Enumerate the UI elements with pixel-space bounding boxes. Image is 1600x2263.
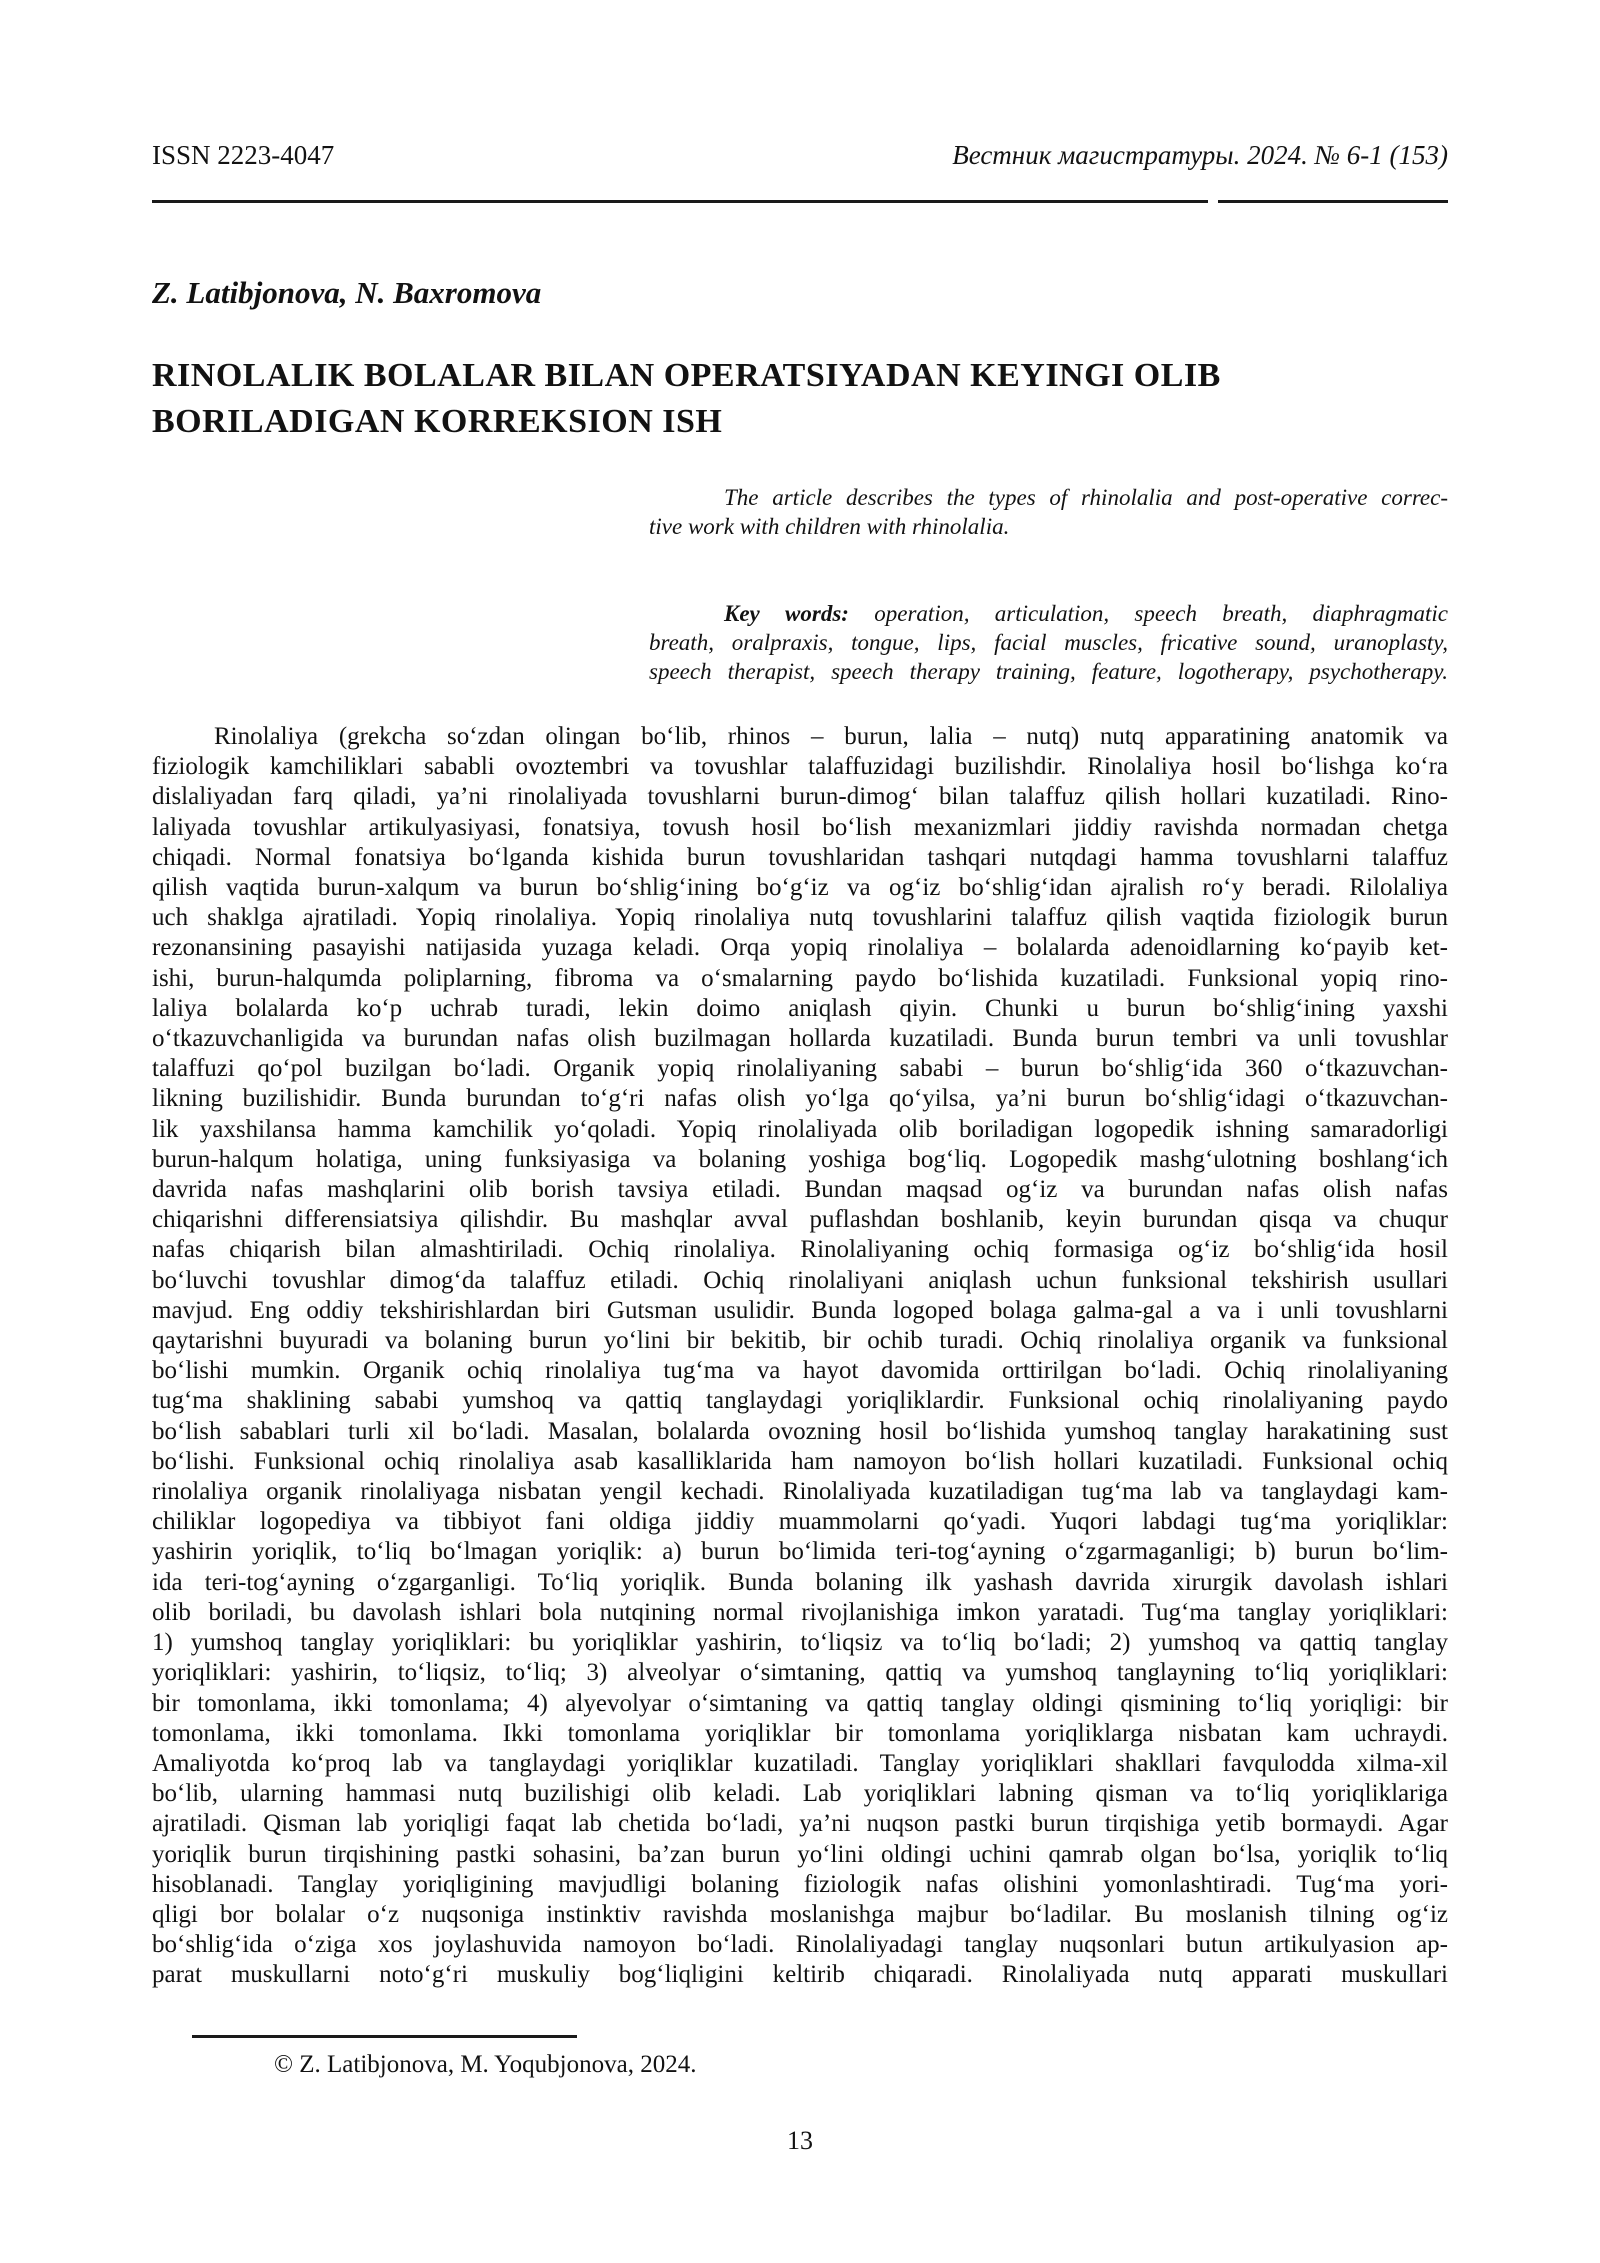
body-text-line: chiliklar logopediya va tibbiyot fani oldiga jiddiy muammolarni qoʻyadi. Yuqori labdagi tugʻma yoriqliklar: [152, 1508, 1448, 1536]
article-title [152, 353, 1448, 445]
body-text-line: burun-halqum holatiga, uning funksiyasiga va bolaning yoshiga bogʻliq. Logopedik mashgʻulotning boshlangʻich [152, 1145, 1448, 1173]
body-text-line: ishi, burun-halqumda poliplarning, fibroma va oʻsmalarning paydo boʻlishida kuzatiladi. Funksional yopiq rino- [152, 964, 1448, 992]
body-text-line: nafas chiqarish bilan almashtiriladi. Ochiq rinolaliya. Rinolaliyaning ochiq formasiga ogʻiz boʻshligʻida hosil [152, 1236, 1448, 1264]
body-text-line: mavjud. Eng oddiy tekshirishlardan biri Gutsman usulidir. Bunda logoped bolaga galma-gal a va i unli tovushlarni [152, 1296, 1448, 1324]
footnote-divider [192, 2035, 577, 2038]
body-text-line: boʻshligʻida oʻziga xos joylashuvida namoyon boʻladi. Rinolaliyadagi tanglay nuqsonlari butun artikulyasion ap- [152, 1931, 1448, 1959]
keywords-label: Key words: [724, 601, 849, 626]
body-text-line: likning buzilishidir. Bunda burundan toʻgʻri nafas olish yoʻlga qoʻyilsa, ya’ni burun boʻshligʻidagi oʻtkazuvchan- [152, 1085, 1448, 1113]
body-text-line: davrida nafas mashqlarini olib borish tavsiya etiladi. Bundan maqsad ogʻiz va burundan nafas olish nafas [152, 1176, 1448, 1204]
author-line: Z. Latibjonova, N. Baxromova [152, 275, 542, 310]
body-text-line: fiziologik kamchiliklari sababli ovoztembri va tovushlar talaffuzidagi buzilishdir. Rinolaliya hosil boʻlishga koʻra [152, 753, 1448, 781]
header-divider [152, 200, 1448, 203]
body-text-line: ajratiladi. Qisman lab yoriqligi faqat lab chetida boʻladi, ya’ni nuqson pastki burun tirqishiga yetib bormaydi. Agar [152, 1810, 1448, 1838]
abstract-line: The article describes the types of rhinolalia and post-operative correc- [724, 485, 1448, 510]
body-text-line: lik yaxshilansa hamma kamchilik yoʻqoladi. Yopiq rinolaliyada olib boriladigan logopedik ishning samaradorligi [152, 1115, 1448, 1143]
body-text-line: hisoblanadi. Tanglay yoriqligining mavjudligi bolaning fiziologik nafas olishini yomonlashtiradi. Tugʻma yori- [152, 1870, 1448, 1898]
keywords-line: speech therapist, speech therapy training, feature, logotherapy, psychotherapy. [649, 659, 1448, 684]
issn-label: ISSN 2223-4047 [152, 140, 335, 170]
keywords-first-line-text: operation, articulation, speech breath, diaphragmatic [848, 601, 1448, 626]
article-title-line: RINOLALIK BOLALAR BILAN OPERATSIYADAN KEYINGI OLIB [152, 357, 1221, 394]
body-text-line: uch shaklga ajratiladi. Yopiq rinolaliya. Yopiq rinolaliya nutq tovushlarini talaffuz qilish vaqtida fiziologik burun [152, 904, 1448, 932]
page-header [152, 140, 1448, 170]
body-text-line: tomonlama, ikki tomonlama. Ikki tomonlama yoriqliklar bir tomonlama yoriqliklarga nisbatan kam uchraydi. [152, 1719, 1448, 1747]
article-body [152, 722, 1448, 1991]
keywords-rest [649, 628, 1448, 686]
body-text-line: bir tomonlama, ikki tomonlama; 4) alyevolyar oʻsimtaning va qattiq tanglay oldingi qismining toʻliq yoriqligi: bir [152, 1689, 1448, 1717]
body-text-line: Amaliyotda koʻproq lab va tanglaydagi yoriqliklar kuzatiladi. Tanglay yoriqliklari shakllari favqulodda xilma-xil [152, 1749, 1448, 1777]
body-text-line: boʻlishi. Funksional ochiq rinolaliya asab kasalliklarida ham namoyon boʻlish hollari kuzatiladi. Funksional ochiq [152, 1447, 1448, 1475]
body-text-line: 1) yumshoq tanglay yoriqliklari: bu yoriqliklar yashirin, toʻliqsiz va toʻliq boʻladi; 2) yumshoq va qattiq tanglay [152, 1629, 1448, 1657]
body-text-line: Rinolaliya (grekcha soʻzdan olingan boʻlib, rhinos – burun, lalia – nutq) nutq apparatining anatomik va [214, 723, 1448, 750]
body-text-line: yashirin yoriqlik, toʻliq boʻlmagan yoriqlik: a) burun boʻlimida teri-togʻayning oʻzgarmaganligi; b) burun boʻlim- [152, 1538, 1448, 1566]
body-text-line: qaytarishni buyuradi va bolaning burun yoʻlini bir bekitib, bir ochib turadi. Ochiq rinolaliya organik va funksional [152, 1327, 1448, 1355]
page-number: 13 [787, 2125, 813, 2155]
body-text-line: chiqadi. Normal fonatsiya boʻlganda kishida burun tovushlaridan tashqari nutqdagi hamma tovushlarni talaffuz [152, 843, 1448, 871]
header-divider-segment-left [152, 200, 1208, 203]
header-divider-segment-right [1218, 200, 1448, 203]
body-text-line: laliyada tovushlar artikulyasiyasi, fonatsiya, tovush hosil boʻlish mexanizmlari jiddiy ravishda normadan chetga [152, 813, 1448, 841]
body-text-line: olib boriladi, bu davolash ishlari bola nutqining normal rivojlanishiga imkon yaratadi. Tugʻma tanglay yoriqliklari: [152, 1598, 1448, 1626]
body-text-line: boʻluvchi tovushlar dimogʻda talaffuz etiladi. Ochiq rinolaliyani aniqlash uchun funksional tekshirish usullari [152, 1266, 1448, 1294]
body-text-line: tugʻma shaklining sababi yumshoq va qattiq tanglaydagi yoriqliklardir. Funksional ochiq rinolaliyaning paydo [152, 1387, 1448, 1415]
body-text-line: parat muskullarni notoʻgʻri muskuliy bogʻliqligini keltirib chiqaradi. Rinolaliyada nutq apparati muskullari [152, 1961, 1448, 1989]
copyright-footnote: © Z. Latibjonova, M. Yoqubjonova, 2024. [274, 2050, 697, 2078]
keywords-block [649, 599, 1448, 686]
article-title-line: BORILADIGAN KORREKSION ISH [152, 403, 723, 440]
body-text-line: qligi bor bolalar oʻz nuqsoniga instinktiv ravishda moslanishga majbur boʻladilar. Bu moslanish tilning ogʻiz [152, 1900, 1448, 1928]
journal-reference: Вестник магистратуры. 2024. № 6-1 (153) [952, 140, 1448, 170]
body-text-line: ida teri-togʻayning oʻzgarganligi. Toʻliq yoriqlik. Bunda bolaning ilk yashash davrida xirurgik davolash ishlari [152, 1568, 1448, 1596]
body-text-line: oʻtkazuvchanligida va burundan nafas olish buzilmagan hollarda kuzatiladi. Bunda burun tembri va unli tovushlar [152, 1025, 1448, 1053]
keywords-first-line [649, 599, 1448, 628]
body-text-line: dislaliyadan farq qiladi, ya’ni rinolaliyada tovushlarni burun-dimogʻ bilan talaffuz qilish hollari kuzatiladi. Rino- [152, 783, 1448, 811]
body-text-line: yoriqliklari: yashirin, toʻliqsiz, toʻliq; 3) alveolyar oʻsimtaning, qattiq va yumshoq tanglayning toʻliq yoriqliklari: [152, 1659, 1448, 1687]
body-text-line: boʻlish sabablari turli xil boʻladi. Masalan, bolalarda ovozning hosil boʻlishida yumshoq tanglay harakatining sust [152, 1417, 1448, 1445]
keywords-line: breath, oralpraxis, tongue, lips, facial muscles, fricative sound, uranoplasty, [649, 630, 1448, 655]
body-text-line: rinolaliya organik rinolaliyaga nisbatan yengil kechadi. Rinolaliyada kuzatiladigan tugʻma lab va tanglaydagi kam- [152, 1478, 1448, 1506]
body-text-line: rezonansining pasayishi natijasida yuzaga keladi. Orqa yopiq rinolaliya – bolalarda adenoidlarning koʻpayib ket- [152, 934, 1448, 962]
body-text-line: yoriqlik burun tirqishining pastki sohasini, ba’zan burun yoʻlini oldingi uchini qamrab olgan boʻlsa, yoriqlik toʻliq [152, 1840, 1448, 1868]
body-text-line: talaffuzi qoʻpol buzilgan boʻladi. Organik yopiq rinolaliyaning sababi – burun boʻshligʻida 360 oʻtkazuvchan- [152, 1055, 1448, 1083]
body-text-line: boʻlib, ularning hammasi nutq buzilishigi olib keladi. Lab yoriqliklari labning qisman va toʻliq yoriqliklariga [152, 1780, 1448, 1808]
abstract-line: tive work with children with rhinolalia. [649, 514, 1010, 539]
abstract [649, 483, 1448, 541]
body-text-line: boʻlishi mumkin. Organik ochiq rinolaliya tugʻma va hayot davomida orttirilgan boʻladi. Ochiq rinolaliyaning [152, 1357, 1448, 1385]
body-text-line: qilish vaqtida burun-xalqum va burun boʻshligʻining boʻgʻiz va ogʻiz boʻshligʻidan ajralish roʻy beradi. Rilolaliya [152, 874, 1448, 902]
body-text-line: chiqarishni differensiatsiya qilishdir. Bu mashqlar avval puflashdan boshlanib, keyin burundan qisqa va chuqur [152, 1206, 1448, 1234]
body-text-line: laliya bolalarda koʻp uchrab turadi, lekin doimo aniqlash qiyin. Chunki u burun boʻshligʻining yaxshi [152, 994, 1448, 1022]
